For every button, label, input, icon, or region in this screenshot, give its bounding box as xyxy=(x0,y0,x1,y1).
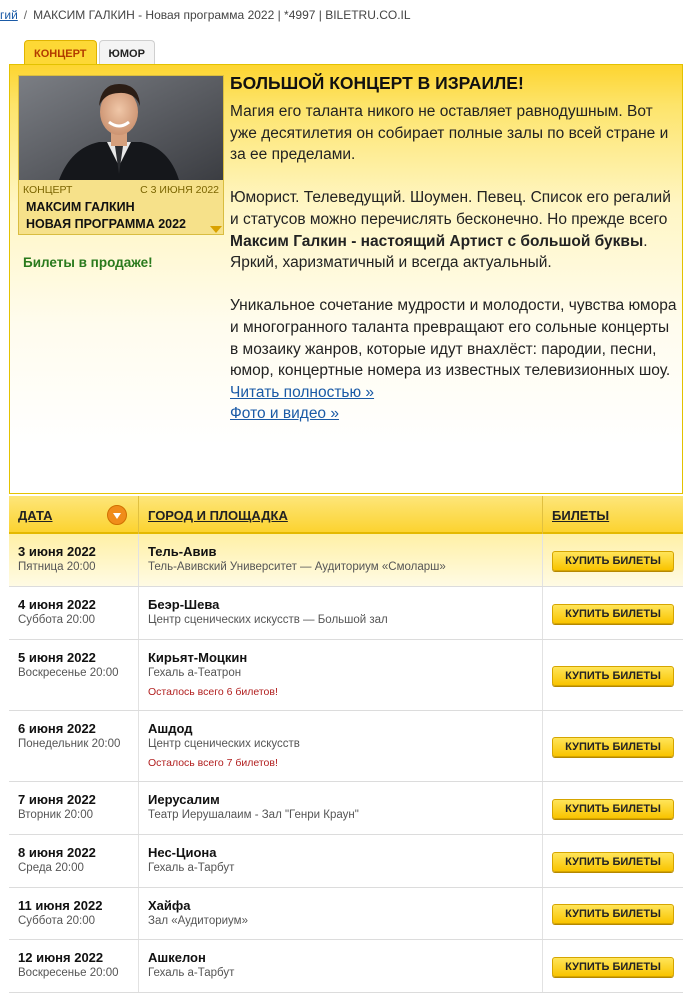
column-divider xyxy=(542,496,543,534)
row-weekday-time: Пятница 20:00 xyxy=(18,561,96,573)
genre-tabs xyxy=(24,40,157,66)
table-row xyxy=(9,888,683,940)
column-divider xyxy=(138,835,139,887)
table-row xyxy=(9,587,683,640)
event-category: КОНЦЕРТ xyxy=(23,184,73,196)
buy-tickets-button[interactable]: КУПИТЬ БИЛЕТЫ xyxy=(552,551,674,571)
row-venue: Тель-Авивский Университет — Аудиториум «Смоларш» xyxy=(148,561,446,573)
row-venue: Гехаль а-Тарбут xyxy=(148,862,235,874)
row-weekday-time: Вторник 20:00 xyxy=(18,809,93,821)
row-city: Нес-Циона xyxy=(148,845,217,860)
event-card[interactable] xyxy=(18,75,224,235)
row-tickets-remaining: Осталось всего 6 билетов! xyxy=(148,686,278,698)
table-row xyxy=(9,835,683,888)
row-city: Беэр-Шева xyxy=(148,597,220,612)
event-headline: БОЛЬШОЙ КОНЦЕРТ В ИЗРАИЛЕ! xyxy=(230,73,524,93)
schedule-table xyxy=(9,496,683,993)
event-date-from: С 3 ИЮНЯ 2022 xyxy=(140,184,219,196)
description-paragraph-3 xyxy=(230,295,678,425)
row-venue: Центр сценических искусств — Большой зал xyxy=(148,614,388,626)
column-header-date[interactable]: ДАТА xyxy=(18,508,53,523)
buy-tickets-button[interactable]: КУПИТЬ БИЛЕТЫ xyxy=(552,799,674,819)
row-weekday-time: Понедельник 20:00 xyxy=(18,738,121,750)
sort-down-icon[interactable] xyxy=(107,505,127,525)
description-p2-end: . Яркий, харизматичный и всегда актуальный. xyxy=(230,232,648,272)
column-divider xyxy=(542,835,543,887)
column-divider xyxy=(542,782,543,834)
row-date: 6 июня 2022 xyxy=(18,721,96,736)
description-paragraph-1: Магия его таланта никого не оставляет равнодушным. Вот уже десятилетия он собирает полные залы по всей стране и за ее пределами. xyxy=(230,103,669,164)
column-divider xyxy=(542,888,543,939)
row-venue: Гехаль а-Тарбут xyxy=(148,967,235,979)
row-date: 11 июня 2022 xyxy=(18,898,103,913)
row-venue: Центр сценических искусств xyxy=(148,738,300,750)
row-date: 5 июня 2022 xyxy=(18,650,96,665)
event-title-line2: НОВАЯ ПРОГРАММА 2022 xyxy=(26,217,187,231)
event-card-title xyxy=(26,199,222,233)
artist-photo xyxy=(19,76,223,180)
description-p2-bold: Максим Галкин - настоящий Артист с большой буквы xyxy=(230,232,644,250)
column-header-tickets[interactable]: БИЛЕТЫ xyxy=(552,508,610,523)
row-date: 12 июня 2022 xyxy=(18,950,104,965)
photo-video-link[interactable]: Фото и видео » xyxy=(230,405,339,423)
table-row xyxy=(9,534,683,587)
breadcrumb-current: МАКСИМ ГАЛКИН - Новая программа 2022 | *4997 | BILETRU.CO.IL xyxy=(33,8,411,22)
column-divider xyxy=(542,534,543,586)
row-venue: Театр Иерушалаим - Зал "Генри Краун" xyxy=(148,809,359,821)
column-divider xyxy=(542,640,543,710)
row-city: Иерусалим xyxy=(148,792,220,807)
row-venue: Гехаль а-Театрон xyxy=(148,667,242,679)
column-divider xyxy=(138,940,139,992)
description-p2-start: Юморист. Телеведущий. Шоумен. Певец. Список его регалий и статусов можно перечислять бесконечно. Но прежде всего xyxy=(230,189,671,228)
event-description xyxy=(230,101,678,425)
row-weekday-time: Воскресенье 20:00 xyxy=(18,967,119,979)
column-divider xyxy=(138,534,139,586)
column-divider xyxy=(138,782,139,834)
schedule-rows xyxy=(9,534,683,993)
row-city: Ашкелон xyxy=(148,950,206,965)
buy-tickets-button[interactable]: КУПИТЬ БИЛЕТЫ xyxy=(552,737,674,757)
row-city: Хайфа xyxy=(148,898,191,913)
row-date: 7 июня 2022 xyxy=(18,792,96,807)
column-divider xyxy=(138,640,139,710)
column-divider xyxy=(542,940,543,992)
column-divider xyxy=(542,711,543,781)
breadcrumb xyxy=(0,8,411,22)
tab-humor[interactable]: ЮМОР xyxy=(99,40,155,66)
artist-photo-image xyxy=(19,76,223,180)
row-tickets-remaining: Осталось всего 7 билетов! xyxy=(148,757,278,769)
buy-tickets-button[interactable]: КУПИТЬ БИЛЕТЫ xyxy=(552,957,674,977)
column-divider xyxy=(138,888,139,939)
tab-concert[interactable]: КОНЦЕРТ xyxy=(24,40,97,66)
table-row xyxy=(9,711,683,782)
column-divider xyxy=(138,496,139,534)
description-p3-text: Уникальное сочетание мудрости и молодости, чувства юмора и многогранного таланта превращают его сольные концерты в мозаику жанров, которые идут внахлёст: пародии, песни, юмор, концертные номера из известных телевизионных шоу. xyxy=(230,297,677,380)
column-header-venue[interactable]: ГОРОД И ПЛОЩАДКА xyxy=(148,508,288,523)
row-venue: Зал «Аудиториум» xyxy=(148,915,248,927)
row-weekday-time: Суббота 20:00 xyxy=(18,915,96,927)
event-panel xyxy=(9,64,683,494)
column-divider xyxy=(138,587,139,639)
on-sale-label: Билеты в продаже! xyxy=(23,255,153,270)
buy-tickets-button[interactable]: КУПИТЬ БИЛЕТЫ xyxy=(552,604,674,624)
row-city: Тель-Авив xyxy=(148,544,217,559)
buy-tickets-button[interactable]: КУПИТЬ БИЛЕТЫ xyxy=(552,904,674,924)
column-divider xyxy=(138,711,139,781)
table-row xyxy=(9,782,683,835)
breadcrumb-separator: / xyxy=(23,8,28,22)
row-weekday-time: Воскресенье 20:00 xyxy=(18,667,119,679)
table-row xyxy=(9,640,683,711)
table-row xyxy=(9,940,683,993)
event-card-meta xyxy=(23,184,219,196)
event-title-line1: МАКСИМ ГАЛКИН xyxy=(26,200,135,214)
row-date: 3 июня 2022 xyxy=(18,544,96,559)
description-paragraph-2 xyxy=(230,187,678,273)
row-city: Ашдод xyxy=(148,721,193,736)
row-city: Кирьят-Моцкин xyxy=(148,650,248,665)
read-more-link[interactable]: Читать полностью » xyxy=(230,383,375,401)
buy-tickets-button[interactable]: КУПИТЬ БИЛЕТЫ xyxy=(552,852,674,872)
schedule-table-header xyxy=(9,496,683,534)
row-date: 8 июня 2022 xyxy=(18,845,96,860)
row-weekday-time: Суббота 20:00 xyxy=(18,614,96,626)
buy-tickets-button[interactable]: КУПИТЬ БИЛЕТЫ xyxy=(552,666,674,686)
card-corner-arrow-icon xyxy=(210,226,222,233)
column-divider xyxy=(542,587,543,639)
row-weekday-time: Среда 20:00 xyxy=(18,862,84,874)
breadcrumb-prev-link[interactable]: гий xyxy=(0,8,18,22)
row-date: 4 июня 2022 xyxy=(18,597,96,612)
